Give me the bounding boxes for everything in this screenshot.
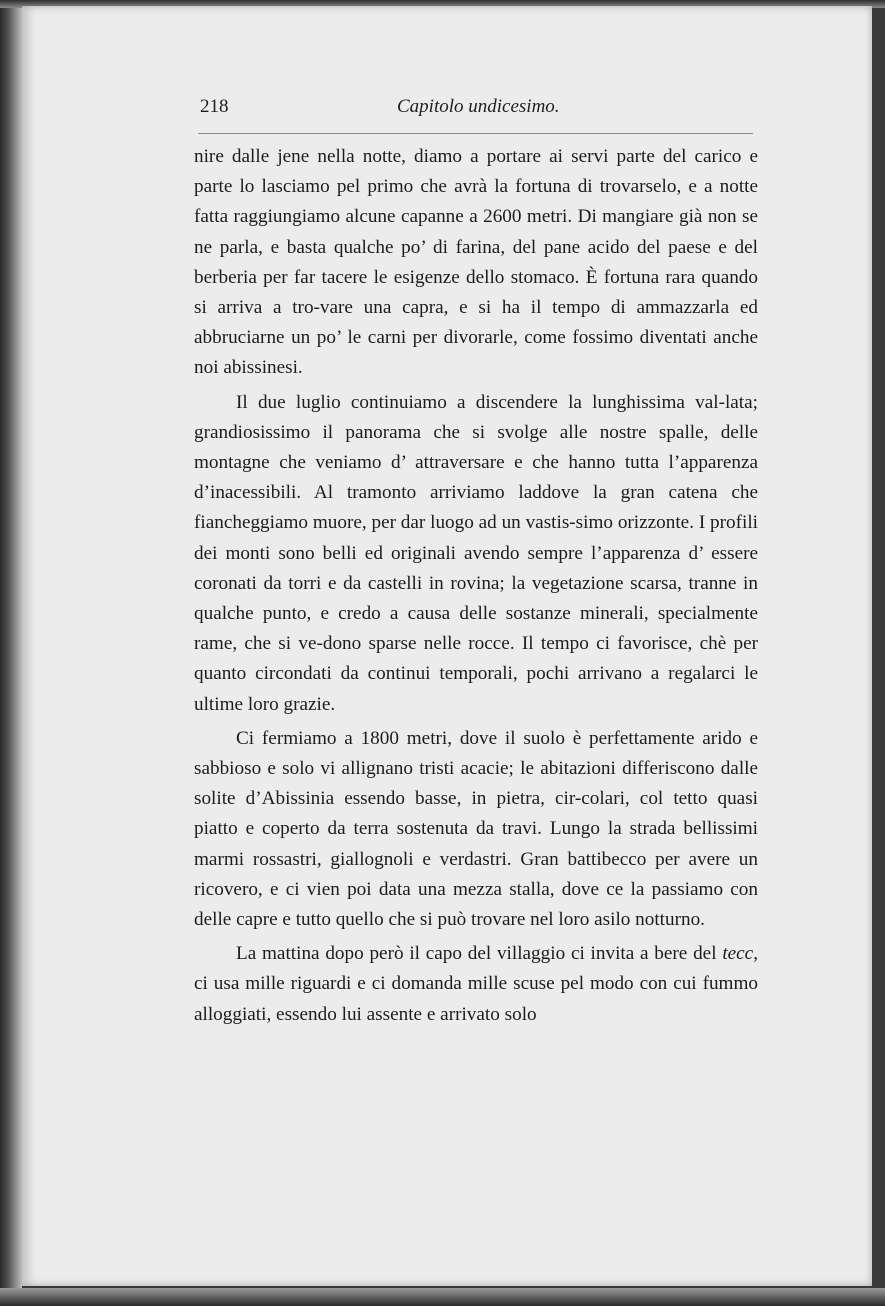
scan-left-edge [0, 0, 22, 1306]
paragraph-2: Il due luglio continuiamo a discendere la lunghissima val-lata; grandiosissimo il panorama che si svolge alle nostre spalle, delle montagne che veniamo d’ attraversare e che hanno tutta l’apparenza d’inacessibili. Al tramonto arriviamo laddove la gran catena che fiancheggiamo muore, per dar luogo ad un vastis-simo orizzonte. I profili dei monti sono belli ed originali avendo sempre l’apparenza d’ essere coronati da torri e da castelli in rovina; la vegetazione scarsa, tranne in qualche punto, e credo a causa delle sostanze minerali, specialmente rame, che si ve-dono sparse nelle rocce. Il tempo ci favorisce, chè per quanto circondati da continui temporali, pochi arrivano a regalarci le ultime loro grazie. [194, 391, 758, 715]
header-rule [198, 133, 753, 134]
page-number: 218 [200, 96, 229, 117]
paragraph-1: nire dalle jene nella notte, diamo a portare ai servi parte del carico e parte lo lasciamo pel primo che avrà la fortuna di trovarselo, e a notte fatta raggiungiamo alcune capanne a 2600 metri. Di mangiare già non se ne parla, e basta qualche po’ di farina, del pane acido del paese e del berberia per far tacere le esigenze dello stomaco. È fortuna rara quando si arriva a tro-vare una capra, e si ha il tempo di ammazzarla ed abbruciarne un po’ le carni per divorarle, come fossimo diventati anche noi abissinesi. [194, 146, 758, 379]
paragraph-3: Ci fermiamo a 1800 metri, dove il suolo è perfettamente arido e sabbioso e solo vi allignano tristi acacie; le abitazioni differiscono dalle solite d’Abissinia essendo basse, in pietra, cir-colari, col tetto quasi piatto e coperto da terra sostenuta da travi. Lungo la strada bellissimi marmi rossastri, giallognoli e verdastri. Gran battibecco per avere un ricovero, e ci vien poi data una mezza stalla, dove ce la passiamo con delle capre e tutto quello che si può trovare nel loro asilo notturno. [194, 727, 758, 931]
paragraph-4-text-after: , ci usa mille riguardi e ci domanda mille scuse pel modo con cui fummo alloggiati, essendo lui assente e arrivato solo [194, 943, 758, 1025]
paragraph-4 [194, 939, 758, 1030]
paragraph-4-text-before: La mattina dopo però il capo del villaggio ci invita a bere del [236, 943, 723, 965]
scan-bottom-edge [0, 1288, 885, 1306]
running-title: Capitolo undicesimo. [397, 96, 560, 117]
page-header [200, 96, 755, 122]
paragraph-4-italic-word: tecc [722, 943, 754, 965]
body-text [194, 142, 758, 1034]
